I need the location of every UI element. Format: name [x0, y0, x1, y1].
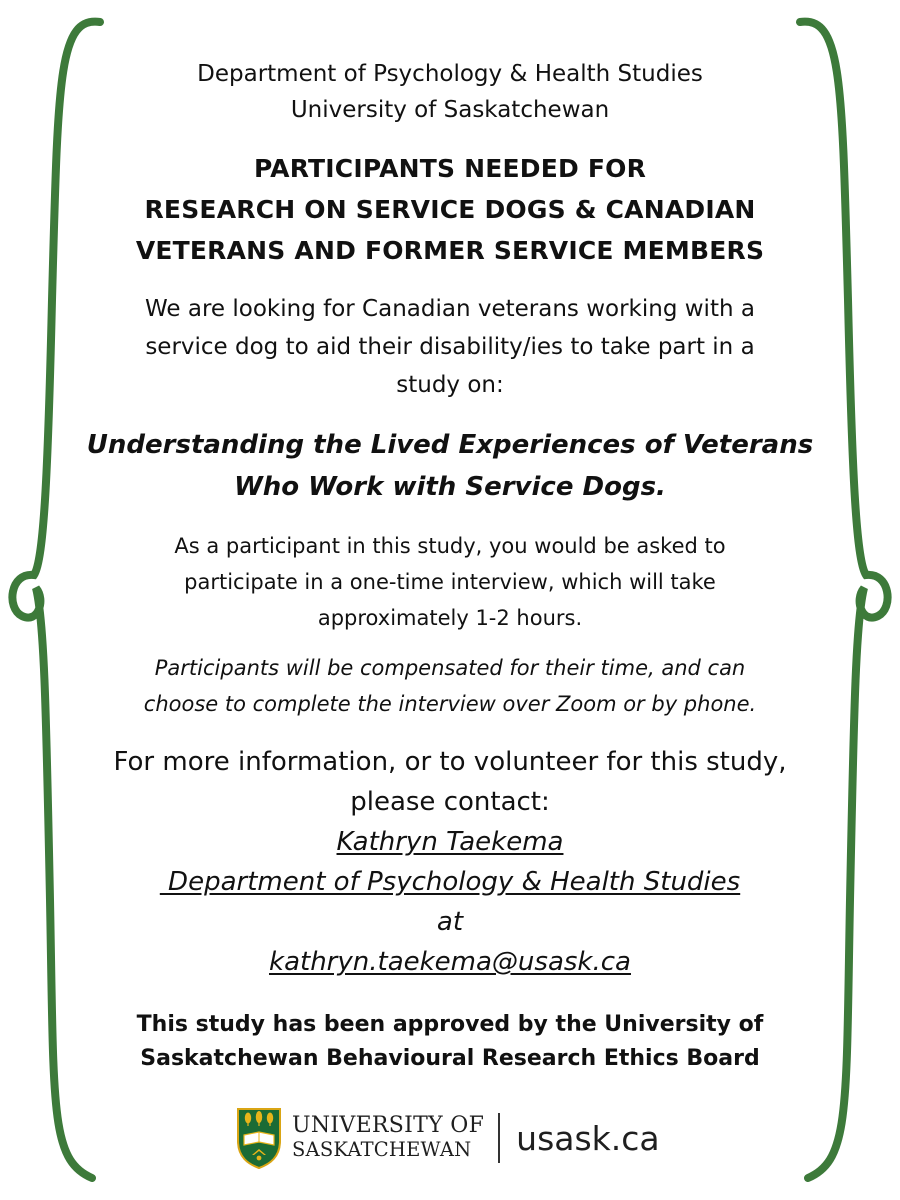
contact-name-link[interactable]: Kathryn Taekema: [336, 827, 564, 857]
compensation-note: [80, 650, 820, 722]
participation-line-3: approximately 1-2 hours.: [317, 606, 583, 630]
ethics-line-2: Saskatchewan Behavioural Research Ethics Board: [140, 1046, 760, 1071]
department-line: Department of Psychology & Health Studies: [197, 61, 703, 87]
headline-line-2: RESEARCH ON SERVICE DOGS & CANADIAN: [144, 195, 756, 224]
participation-line-1: As a participant in this study, you would be asked to: [174, 534, 726, 558]
ethics-approval-statement: [80, 1008, 820, 1076]
contact-email-link[interactable]: kathryn.taekema@usask.ca: [269, 947, 631, 977]
wordmark-line-2: SASKATCHEWAN: [292, 1138, 472, 1161]
headline-line-1: PARTICIPANTS NEEDED FOR: [253, 154, 647, 183]
compensation-line-2: choose to complete the interview over Zoom or by phone.: [143, 692, 757, 716]
study-title-line-2: Who Work with Service Dogs.: [234, 472, 666, 502]
contact-connector: at: [436, 907, 464, 937]
website-text: usask.ca: [516, 1118, 660, 1158]
participation-paragraph: [80, 528, 820, 636]
university-logo: [236, 1106, 660, 1170]
intro-paragraph: [80, 290, 820, 404]
study-title: [80, 424, 820, 508]
university-wordmark: [292, 1114, 484, 1162]
recruitment-headline: [80, 148, 820, 271]
university-crest-icon: [236, 1107, 282, 1169]
participation-line-2: participate in a one-time interview, which will take: [184, 570, 716, 594]
intro-line-3: study on:: [396, 372, 504, 398]
ethics-line-1: This study has been approved by the University of: [136, 1012, 764, 1037]
headline-line-3: VETERANS AND FORMER SERVICE MEMBERS: [135, 236, 765, 265]
intro-line-2: service dog to aid their disability/ies to take part in a: [145, 334, 755, 360]
compensation-line-1: Participants will be compensated for their time, and can: [154, 656, 746, 680]
department-header: [80, 56, 820, 128]
contact-section: [80, 742, 820, 982]
logo-divider: [498, 1113, 500, 1163]
contact-line-2: please contact:: [350, 787, 550, 817]
contact-line-1: For more information, or to volunteer for this study,: [113, 747, 787, 777]
university-line: University of Saskatchewan: [290, 97, 610, 123]
study-title-line-1: Understanding the Lived Experiences of Veterans: [86, 430, 814, 460]
wordmark-line-1: UNIVERSITY OF: [292, 1113, 485, 1138]
intro-line-1: We are looking for Canadian veterans working with a: [145, 296, 755, 322]
contact-department-link[interactable]: Department of Psychology & Health Studies: [159, 867, 741, 897]
